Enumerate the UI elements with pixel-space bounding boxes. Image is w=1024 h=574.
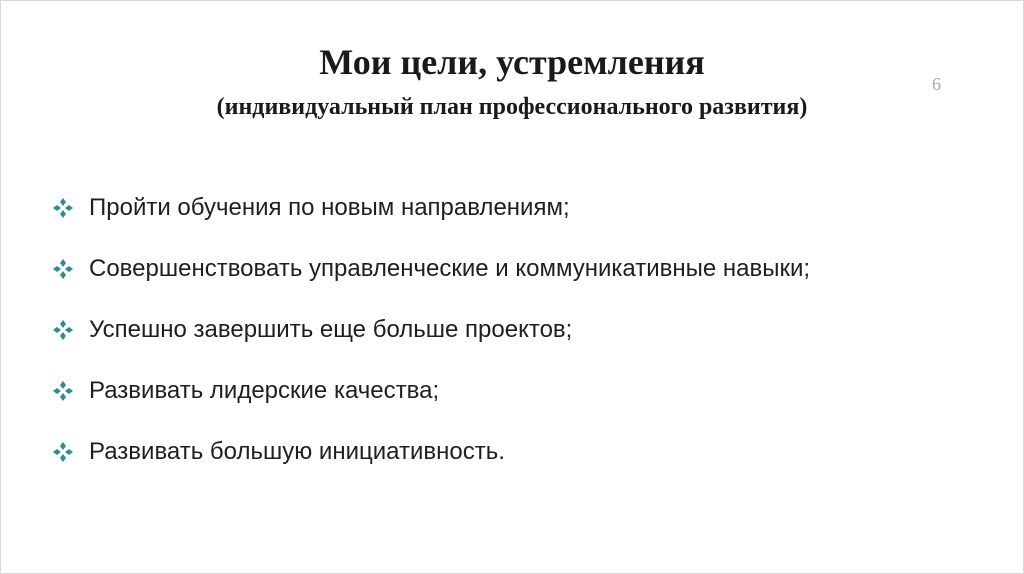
four-diamond-bullet-icon <box>51 318 75 342</box>
goals-bullet-list <box>51 177 810 482</box>
four-diamond-bullet-icon <box>51 257 75 281</box>
list-item <box>51 238 810 299</box>
bullet-text: Развивать большую инициативность. <box>89 437 505 465</box>
bullet-text: Успешно завершить еще больше проектов; <box>89 315 573 343</box>
slide-subtitle: (индивидуальный план профессионального развития) <box>216 94 808 120</box>
slide-title: Мои цели, устремления <box>319 42 705 82</box>
four-diamond-bullet-icon <box>51 379 75 403</box>
four-diamond-bullet-icon <box>51 196 75 220</box>
four-diamond-bullet-icon <box>51 440 75 464</box>
list-item <box>51 299 810 360</box>
bullet-text: Пройти обучения по новым направлениям; <box>89 193 570 221</box>
bullet-text: Совершенствовать управленческие и коммуникативные навыки; <box>89 254 811 282</box>
bullet-text: Развивать лидерские качества; <box>89 376 440 404</box>
list-item <box>51 177 810 238</box>
slide-page-number: 6 <box>932 74 941 94</box>
list-item <box>51 421 810 482</box>
list-item <box>51 360 810 421</box>
